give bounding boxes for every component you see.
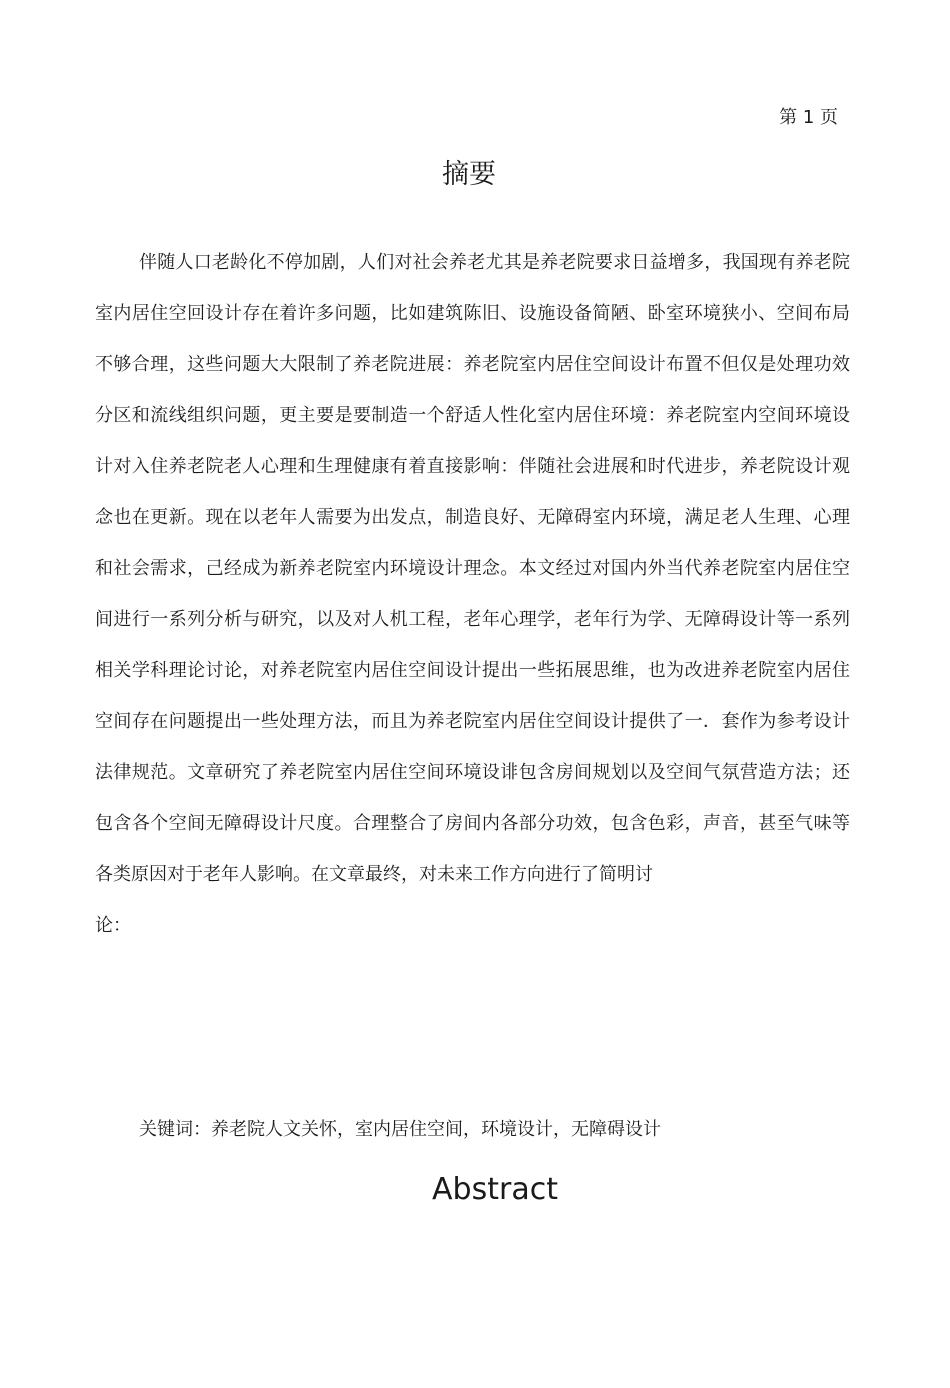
abstract-title-en: Abstract [432,1172,558,1207]
abstract-line: 念也在更新。现在以老年人需要为出发点，制造良好、无障碍室内环境，满足老人生理、心理 [95,507,850,528]
abstract-body [95,237,850,951]
abstract-line: 不够合理，这些问题大大限制了养老院进展：养老院室内居住空间设计布置不但仅是处理功效 [95,354,850,375]
abstract-line: 法律规范。文章研究了养老院室内居住空间环境设诽包含房间规划以及空间气氛营造方法；还 [95,762,850,783]
abstract-title-zh: 摘要 [442,159,496,190]
keywords: 关键词：养老院人文关怀，室内居住空间，环境设计，无障碍设计 [139,1119,661,1140]
abstract-line: 分区和流线组织问题，更主要是要制造一个舒适人性化室内居住环境：养老院室内空间环境设 [95,405,850,426]
abstract-line: 包含各个空间无障碍设计尺度。合理整合了房间内各部分功效，包含色彩，声音，甚至气味等 [95,813,850,834]
abstract-line: 计对入住养老院老人心理和生理健康有着直接影响：伴随社会进展和时代进步，养老院设计观 [95,456,850,477]
abstract-line: 论： [95,915,131,936]
page-number: 第 1 页 [779,107,838,128]
abstract-line: 间进行一系列分析与研究，以及对人机工程，老年心理学，老年行为学、无障碍设计等一系列 [95,609,850,630]
abstract-line: 空间存在问题提出一些处理方法，而且为养老院室内居住空间设计提供了一．套作为参考设计 [95,711,850,732]
abstract-line: 相关学科理论讨论，对养老院室内居住空间设计提出一些拓展思维，也为改进养老院室内居住 [95,660,850,681]
abstract-line: 室内居住空回设计存在着许多问题，比如建筑陈旧、设施设备简陋、卧室环境狭小、空间布局 [95,303,850,324]
abstract-line: 伴随人口老龄化不停加剧，人们对社会养老尤其是养老院要求日益增多，我国现有养老院 [139,252,850,273]
abstract-line: 和社会需求，己经成为新养老院室内环境设计理念。本文经过对国内外当代养老院室内居住空 [95,558,850,579]
abstract-line: 各类原因对于老年人影响。在文章最终，对未来工作方向进行了简明讨 [95,864,653,885]
